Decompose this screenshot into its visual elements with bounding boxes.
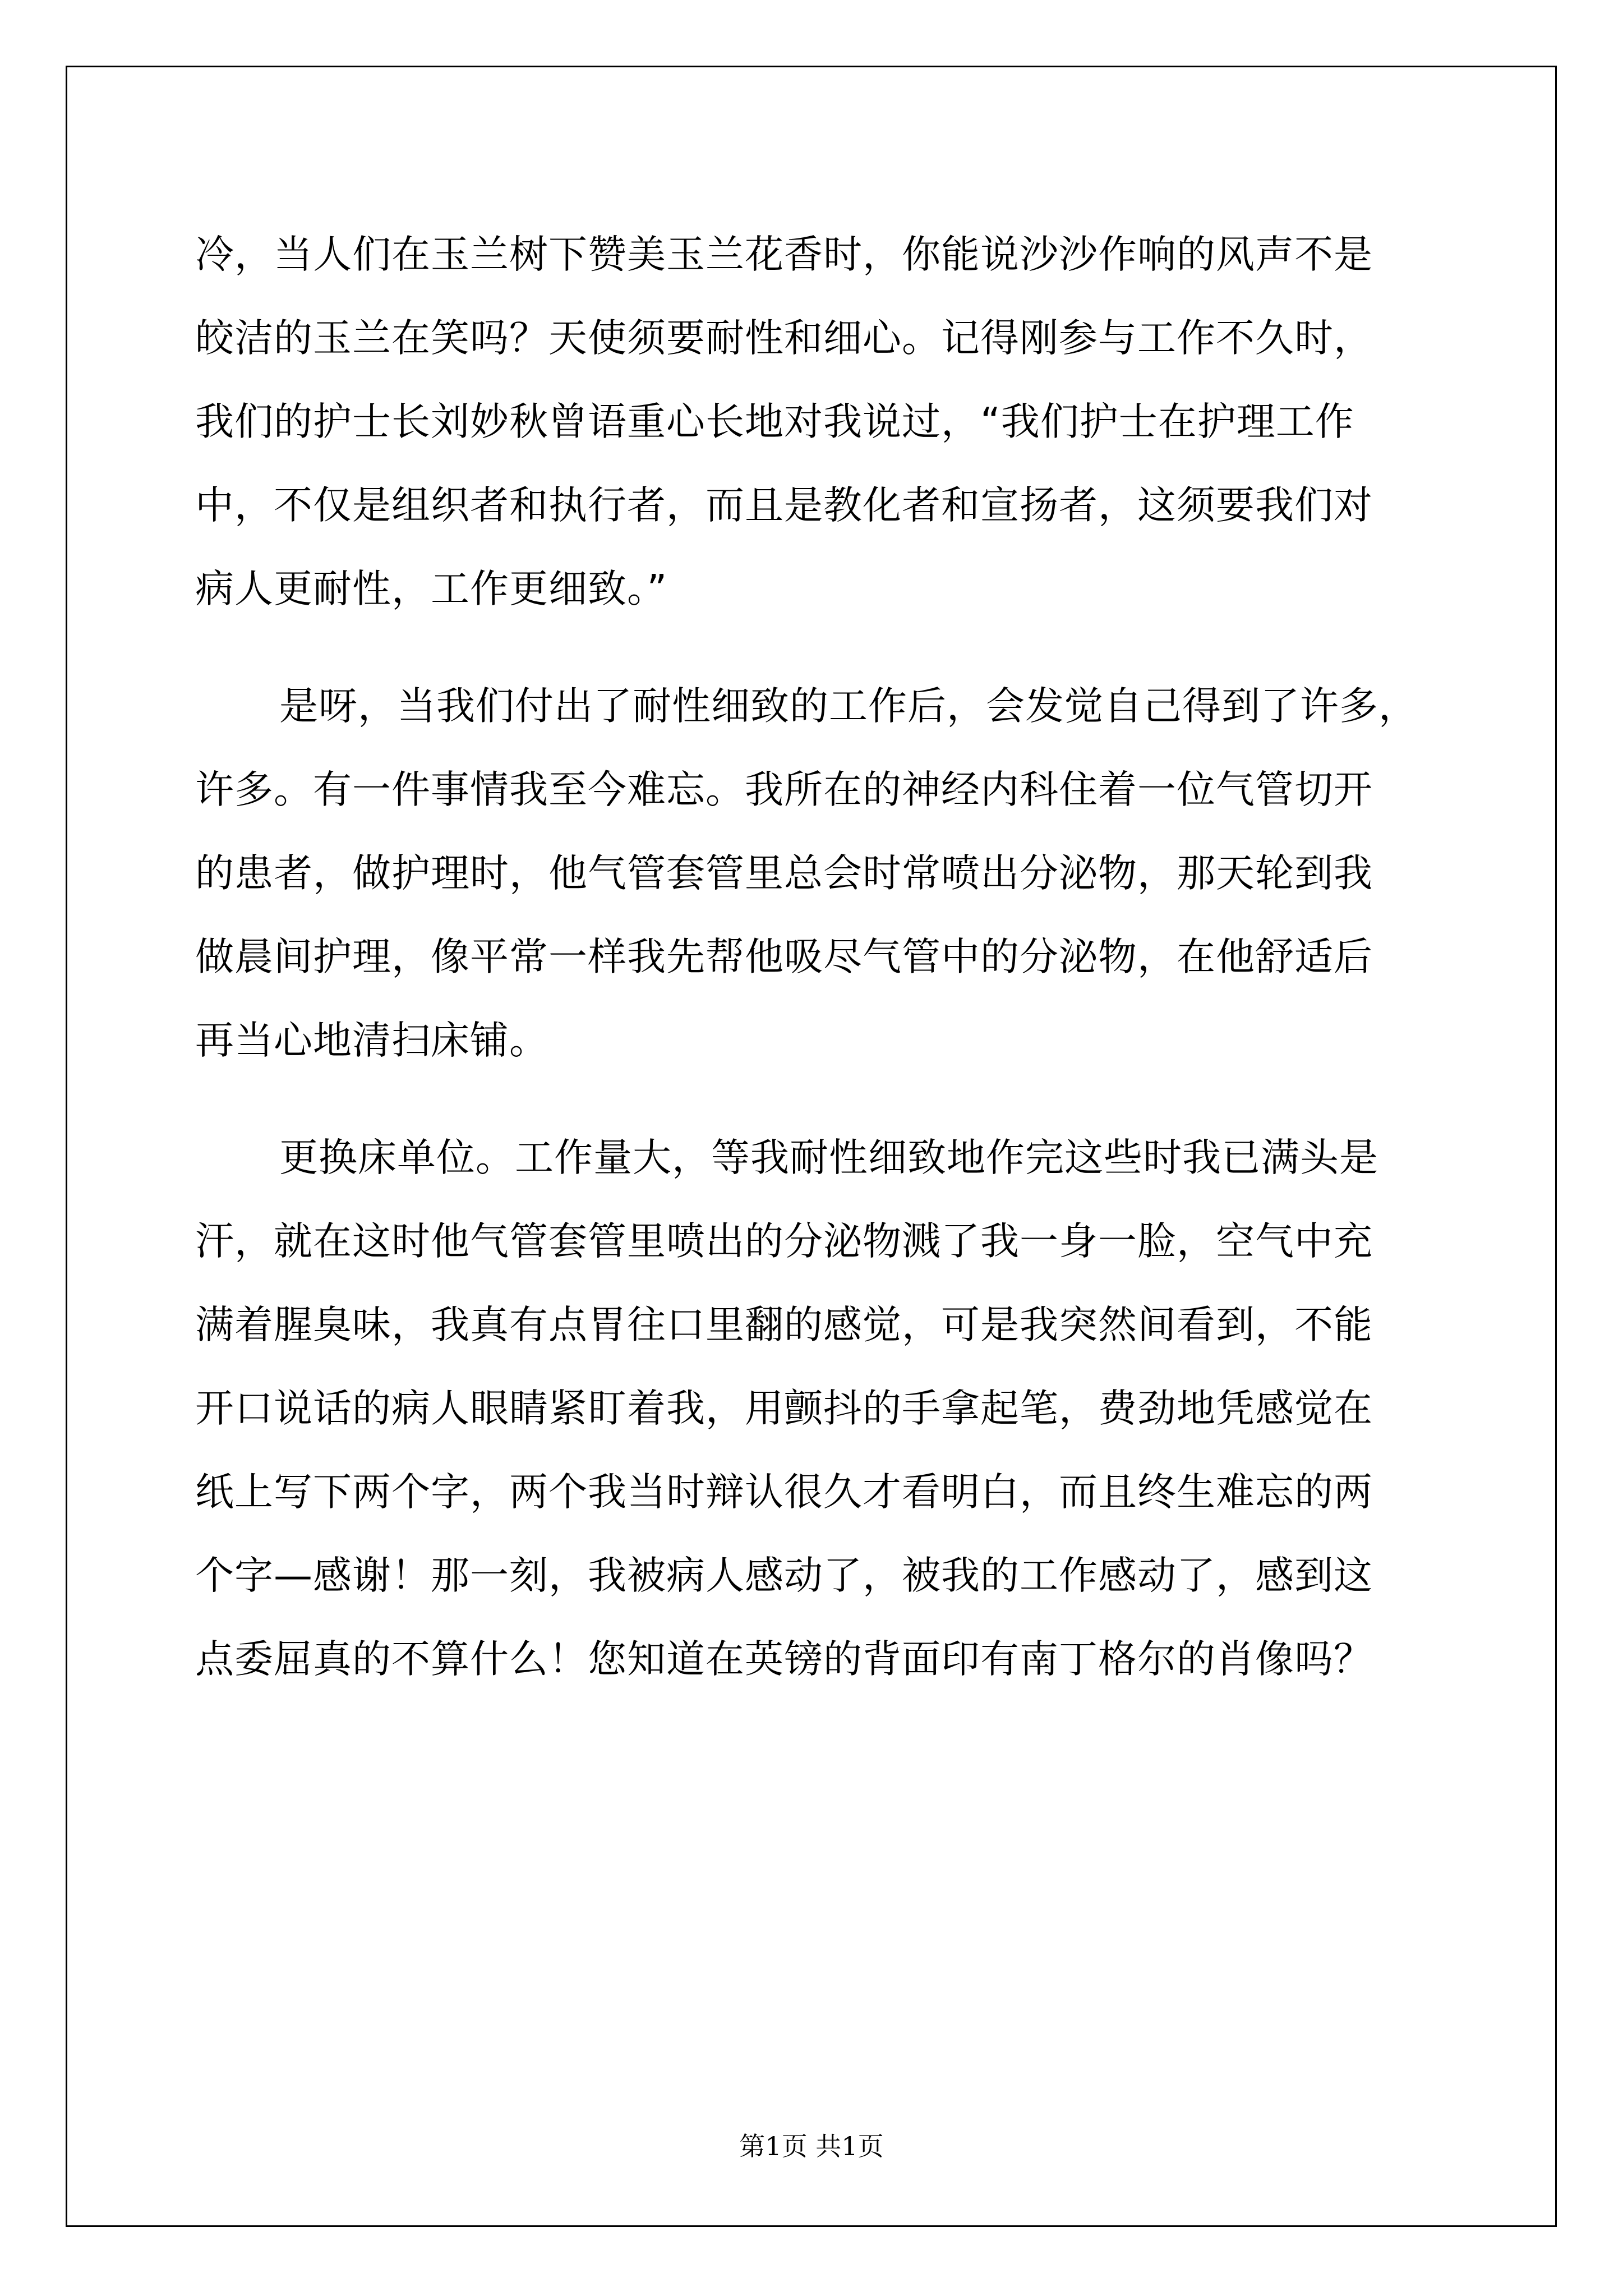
page-number-footer: 第1页 共1页	[739, 2131, 884, 2161]
paragraph-1-line-5: 病人更耐性，工作更细致。”	[195, 567, 668, 611]
paragraph-3-line-1: 更换床单位。工作量大，等我耐性细致地作完这些时我已满头是	[279, 1135, 1378, 1180]
paragraph-1-line-3: 我们的护士长刘妙秋曾语重心长地对我说过，“我们护士在护理工作	[195, 399, 1354, 444]
paragraph-2-line-2: 许多。有一件事情我至今难忘。我所在的神经内科住着一位气管切开	[195, 767, 1373, 812]
paragraph-1-line-2: 皎洁的玉兰在笑吗？天使须要耐性和细心。记得刚参与工作不久时，	[195, 316, 1373, 361]
paragraph-1-line-1: 冷，当人们在玉兰树下赞美玉兰花香时，你能说沙沙作响的风声不是	[195, 232, 1373, 277]
paragraph-3-line-6: 个字—感谢！那一刻，我被病人感动了，被我的工作感动了，感到这	[195, 1553, 1373, 1598]
paragraph-3-line-3: 满着腥臭味，我真有点胃往口里翻的感觉，可是我突然间看到，不能	[195, 1303, 1373, 1347]
paragraph-gap	[195, 1083, 1446, 1116]
paragraph-gap	[195, 631, 1446, 665]
document-body	[195, 213, 1446, 1701]
paragraph-3-line-2: 汗，就在这时他气管套管里喷出的分泌物溅了我一身一脸，空气中充	[195, 1219, 1373, 1264]
paragraph-2-line-1: 是呀，当我们付出了耐性细致的工作后，会发觉自己得到了许多，	[279, 684, 1418, 729]
paragraph-2-line-3: 的患者，做护理时，他气管套管里总会时常喷出分泌物，那天轮到我	[195, 851, 1373, 896]
paragraph-2-line-5: 再当心地清扫床铺。	[195, 1018, 548, 1063]
paragraph-3-line-5: 纸上写下两个字，两个我当时辩认很久才看明白，而且终生难忘的两	[195, 1470, 1373, 1515]
paragraph-1-line-4: 中，不仅是组织者和执行者，而且是教化者和宣扬者，这须要我们对	[195, 483, 1373, 528]
paragraph-3-line-4: 开口说话的病人眼睛紧盯着我，用颤抖的手拿起笔，费劲地凭感觉在	[195, 1386, 1373, 1431]
paragraph-3-line-7: 点委屈真的不算什么！您知道在英镑的背面印有南丁格尔的肖像吗？	[195, 1637, 1373, 1682]
paragraph-2-line-4: 做晨间护理，像平常一样我先帮他吸尽气管中的分泌物，在他舒适后	[195, 935, 1373, 979]
